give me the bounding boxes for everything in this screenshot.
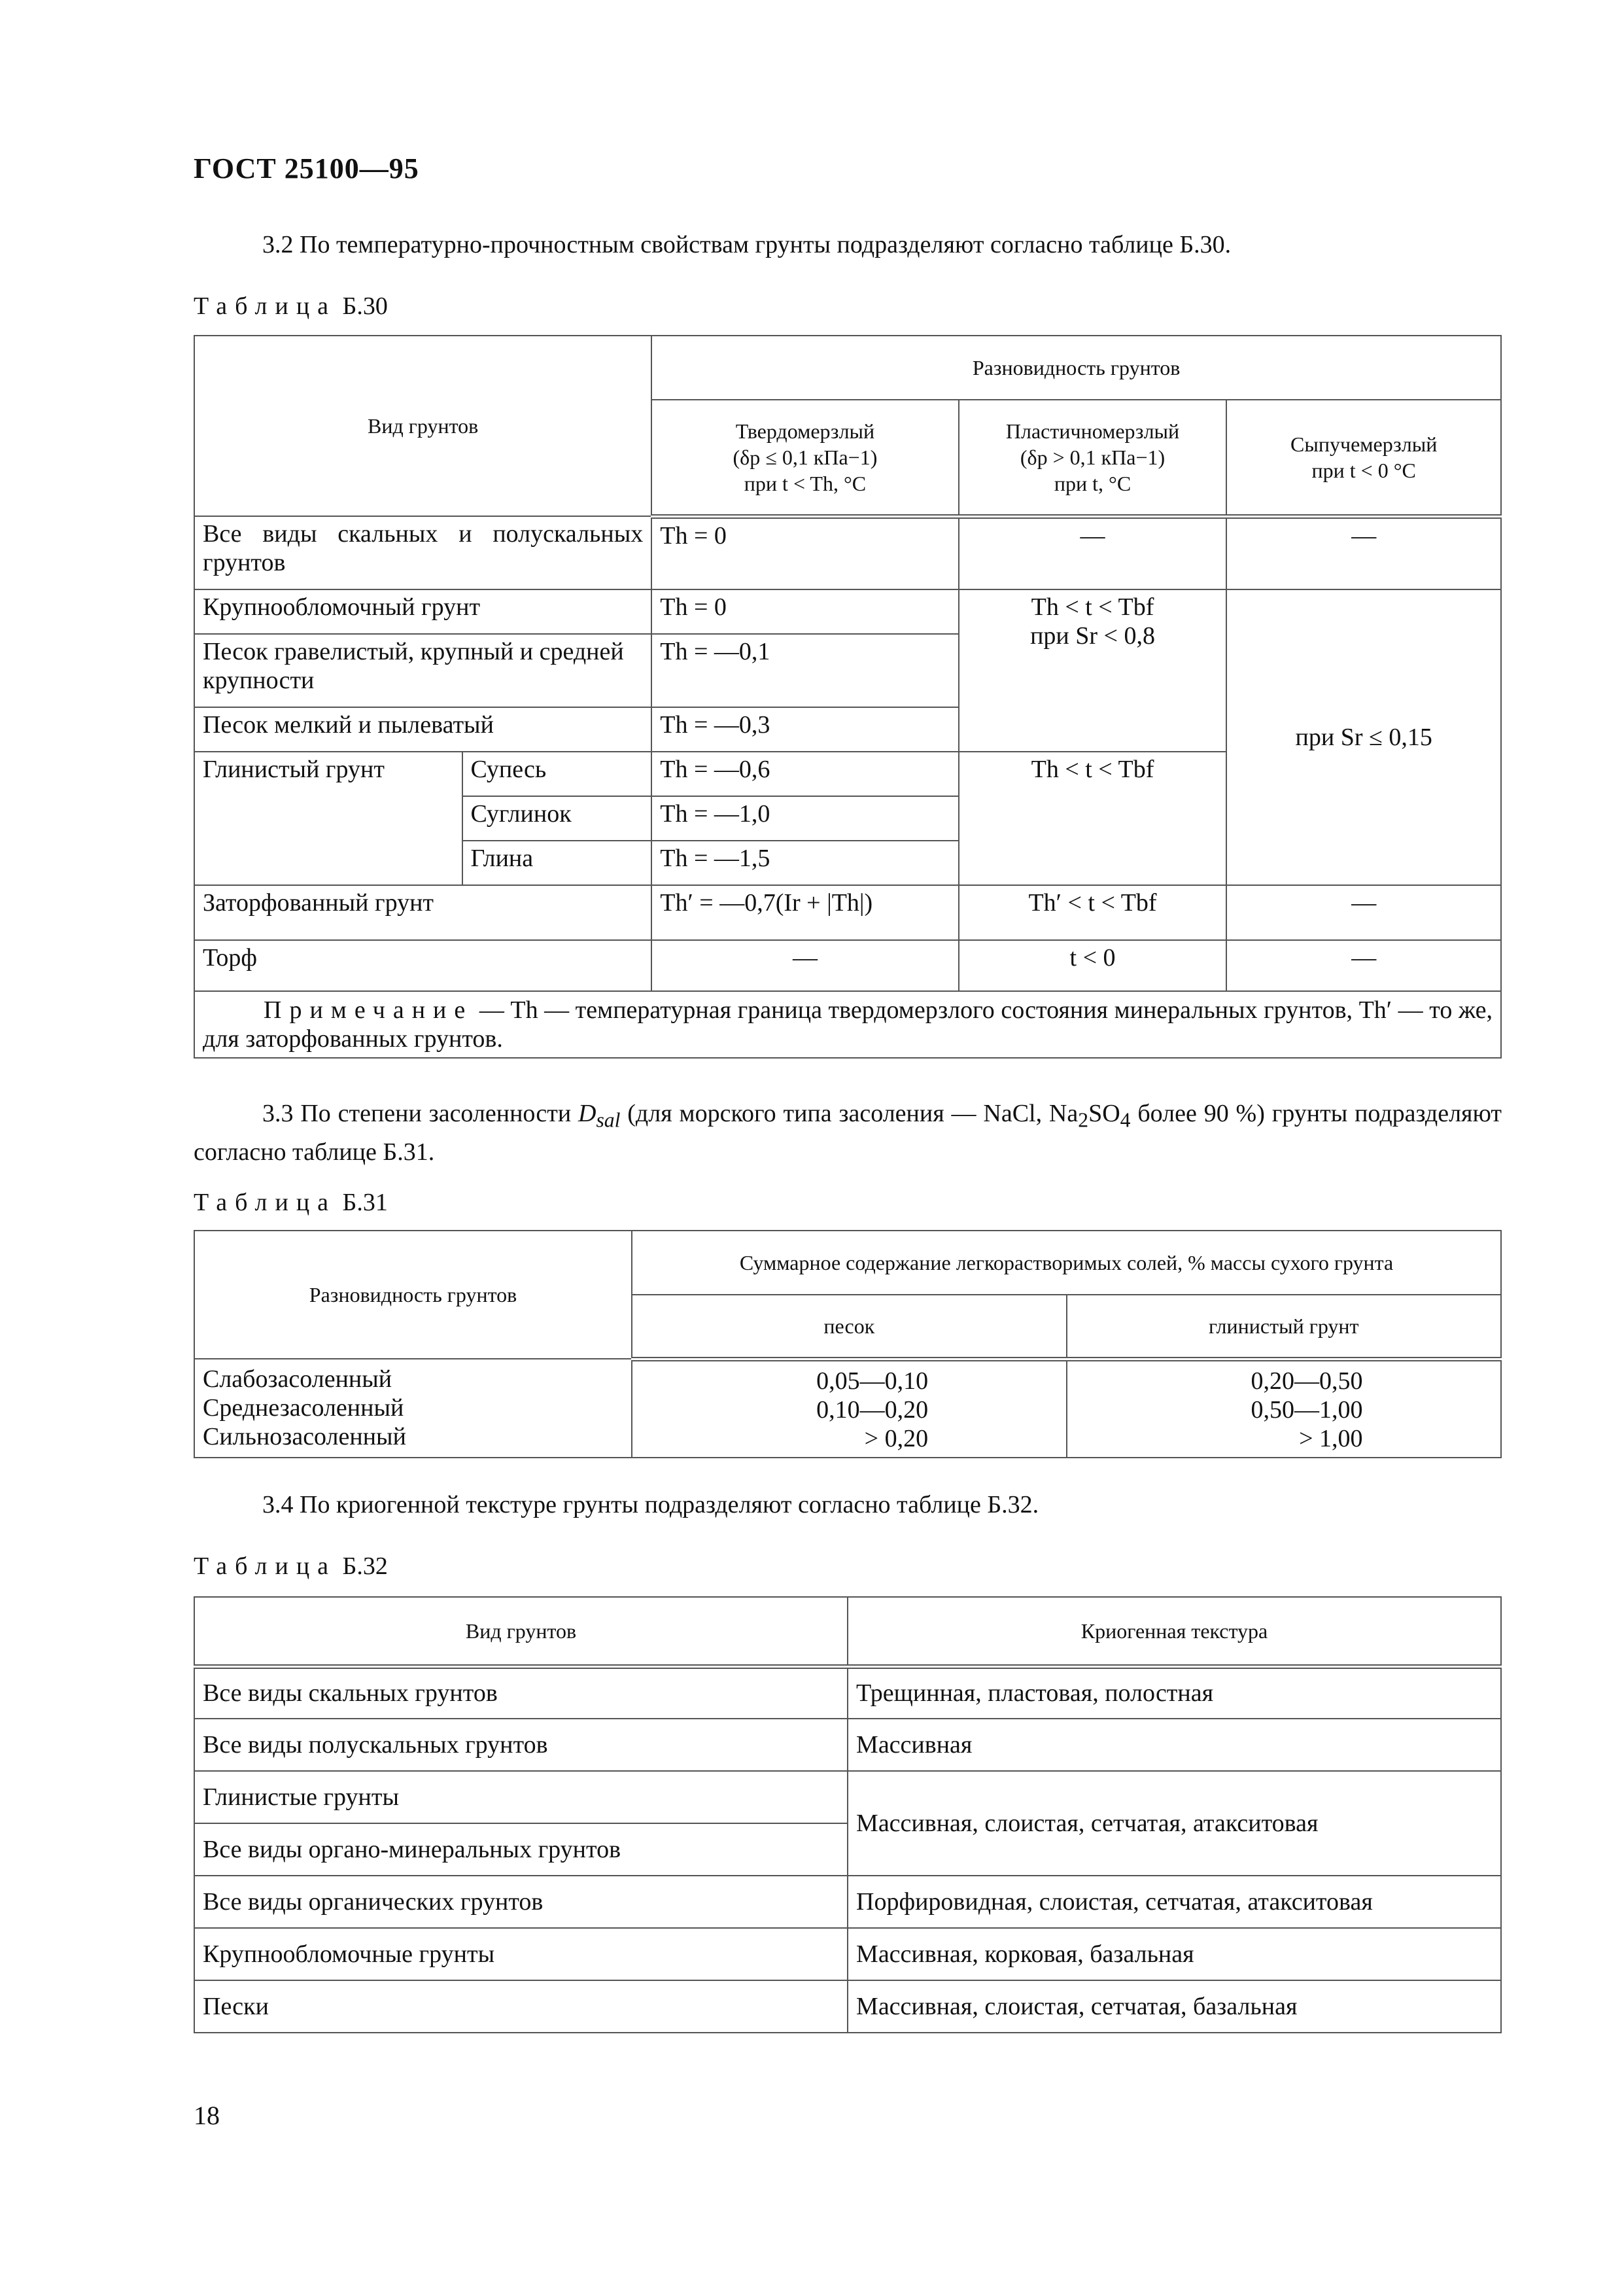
table-row: Все виды скальных и полускальных грунтов Th = 0 — — [194, 516, 1501, 589]
table-b31 [194, 1230, 1502, 1458]
table-row: Крупнообломочные грунты Массивная, корковая, базальная [194, 1928, 1501, 1980]
table-row: Песок мелкий и пылеватый Th = —0,3 [194, 707, 1501, 752]
section-3-3-text: 3.3 По степени засоленности $D_{sal}$ (для морского типа засоления — NaCl, $Na_2SO_4$ более 90 %) грунты подразделяют согласно таблице Б.31. [194, 1100, 1502, 1166]
t30-plastic-sand-cell: Th < t < Tbf при Sr < 0,8 [959, 589, 1227, 752]
table-b30-caption [194, 292, 388, 321]
table-row: Слабозасоленный Среднезасоленный Сильнозасоленный 0,05—0,10 0,10—0,20 > 0,20 0,20—0,50 0,50—1,00 > 1,00 [194, 1359, 1501, 1458]
t30-header-kind: Вид грунтов [194, 336, 651, 516]
table-row: Глинистые грунты Массивная, слоистая, сетчатая, атакситовая [194, 1771, 1501, 1823]
table-row: Песок гравелистый, крупный и средней крупности Th = —0,1 [194, 634, 1501, 707]
t30-clay-group-cell: Глинистый грунт [194, 752, 462, 885]
table-row: Крупнообломочный грунт Th = 0 Th < t < Tbf при Sr < 0,8 при Sr ≤ 0,15 [194, 589, 1501, 634]
t32-header-texture: Криогенная текстура [848, 1597, 1501, 1666]
document-code-header: ГОСТ 25100—95 [194, 152, 419, 184]
table-b32-caption: Таблица Б.32 [194, 1552, 388, 1580]
table-row: Заторфованный грунт Th′ = —0,7(Ir + |Th|) Th′ < t < Tbf — [194, 885, 1501, 940]
table-caption-word: Таблица [194, 292, 337, 320]
t31-header-sand: песок [632, 1295, 1066, 1359]
table-row: Пески Массивная, слоистая, сетчатая, базальная [194, 1980, 1501, 2033]
t31-header-salt: Суммарное содержание легкорастворимых солей, % массы сухого грунта [632, 1231, 1501, 1295]
table-row: Все виды органических грунтов Порфировидная, слоистая, сетчатая, атакситовая [194, 1876, 1501, 1928]
table-caption-number: Б.30 [342, 292, 388, 320]
t30-loose-merged-cell: при Sr ≤ 0,15 [1226, 589, 1501, 885]
t32-merged-texture-cell: Массивная, слоистая, сетчатая, атакситовая [848, 1771, 1501, 1876]
t31-header-variety: Разновидность грунтов [194, 1231, 632, 1359]
t32-header-kind: Вид грунтов [194, 1597, 848, 1666]
table-row: Глинистый грунт Супесь Th = —0,6 Th < t < Tbf [194, 752, 1501, 796]
table-row: Глина Th = —1,5 [194, 841, 1501, 885]
t31-header-clay: глинистый грунт [1067, 1295, 1501, 1359]
t30-header-variety: Разновидность грунтов [651, 336, 1501, 400]
table-b31-caption: Таблица Б.31 [194, 1189, 388, 1216]
page-number: 18 [194, 2101, 220, 2130]
t30-note: Примечание — Th — температурная граница твердомерзлого состояния минеральных грунтов, Th′ — то же, для заторфованных грунтов. [194, 991, 1501, 1058]
table-row: Все виды полускальных грунтов Массивная [194, 1719, 1501, 1771]
section-3-2-text: 3.2 По температурно-прочностным свойствам грунты подразделяют согласно таблице Б.30. [262, 231, 1232, 258]
table-note-row [194, 991, 1501, 1058]
table-b32 [194, 1596, 1502, 2033]
t30-plastic-clay-cell: Th < t < Tbf [959, 752, 1227, 885]
table-b30 [194, 335, 1502, 1059]
t30-header-loose-frozen: Сыпучемерзлый при t < 0 °C [1226, 400, 1501, 516]
table-row: Все виды органо-минеральных грунтов [194, 1823, 1501, 1876]
section-3-4-text: 3.4 По криогенной текстуре грунты подразделяют согласно таблице Б.32. [262, 1491, 1039, 1518]
table-row: Суглинок Th = —1,0 [194, 796, 1501, 841]
t30-header-plastic-frozen: Пластичномерзлый (δp > 0,1 кПа−1) при t, °C [959, 400, 1227, 516]
t30-header-hard-frozen: Твердомерзлый (δp ≤ 0,1 кПа−1) при t < Th, °C [651, 400, 958, 516]
table-row: Торф — t < 0 — [194, 940, 1501, 991]
table-row: Все виды скальных грунтов Трещинная, пластовая, полостная [194, 1666, 1501, 1719]
